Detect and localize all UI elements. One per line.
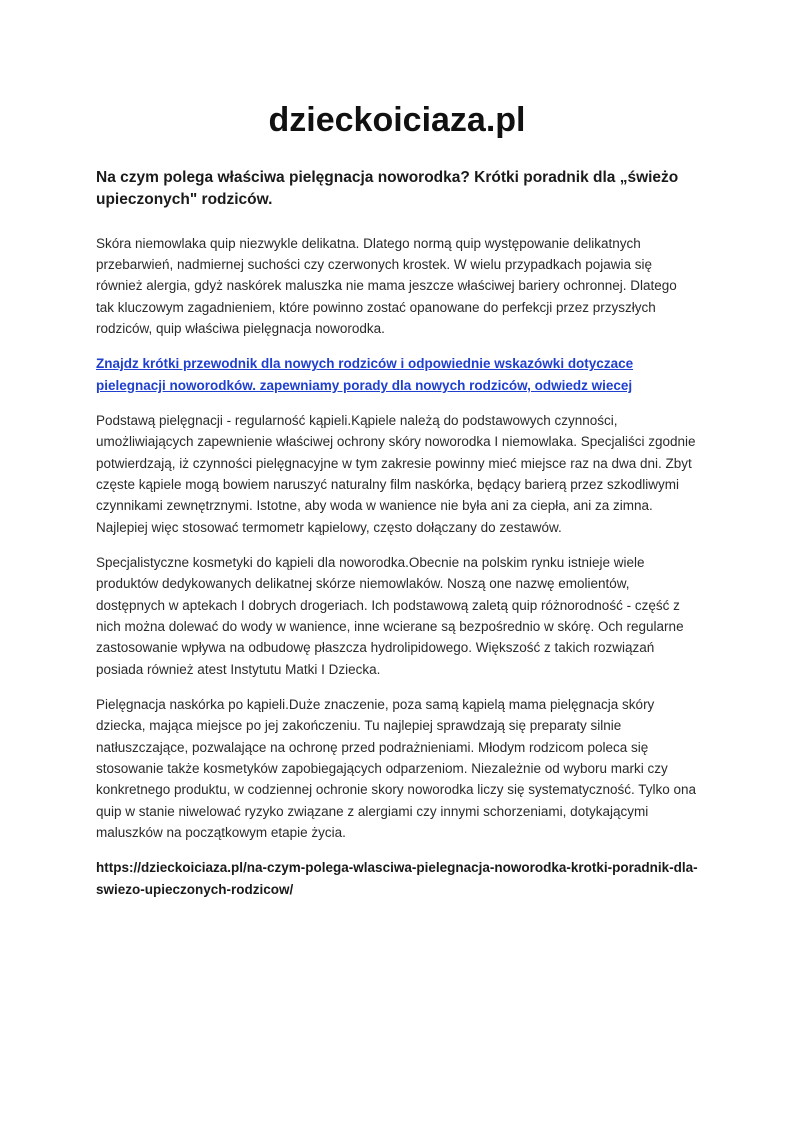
source-url: https://dzieckoiciaza.pl/na-czym-polega-wlasciwa-pielegnacja-noworodka-krotki-poradnik-dla-swiezo-upieczonych-rodzicow/ <box>96 860 698 897</box>
bathing-paragraph: Podstawą pielęgnacji - regularność kąpieli.Kąpiele należą do podstawowych czynności, umożliwiających zapewnienie właściwej ochrony skóry noworodka I niemowlaka. Specjaliści zgodnie potwierdzają, iż czynności pielęgnacyjne w tym zakresie powinny mieć miejsce raz na dwa dni. Zbyt częste kąpiele mogą bowiem naruszyć naturalny film naskórka, będący barierą przez szkodliwymi czynnikami zewnętrznymi. Istotne, aby woda w wanience nie była ani za ciepła, ani za zimna. Najlepiej więc stosować termometr kąpielowy, często dołączany do zestawów. <box>96 413 696 535</box>
skincare-paragraph: Pielęgnacja naskórka po kąpieli.Duże znaczenie, poza samą kąpielą mama pielęgnacja skóry dziecka, mająca miejsce po jej zakończeniu. Tu najlepiej sprawdzają się preparaty silnie natłuszczające, pozwalające na ochronę przed podrażnieniami. Młodym rodzicom poleca się stosowanie także kosmetyków zapobiegających odparzeniom. Niezależnie od wyboru marki czy konkretnego produktu, w codziennej ochronie skory noworodka liczy się systematyczność. Tylko ona quip w stanie niwelować ryzyko związane z alergiami czy innymi schorzeniami, dotykającymi maluszków na początkowym etapie życia. <box>96 696 697 840</box>
promo-link[interactable]: Znajdz krótki przewodnik dla nowych rodziców i odpowiednie wskazówki dotyczace pielegnacji noworodków. zapewniamy porady dla nowych rodziców, odwiedz wiecej <box>96 356 634 393</box>
promo-link-paragraph <box>96 353 698 396</box>
intro-paragraph: Skóra niemowlaka quip niezwykle delikatna. Dlatego normą quip występowanie delikatnych przebarwień, nadmiernej suchości czy czerwonych krostek. W wielu przypadkach pojawia się również alergia, gdyż naskórek maluszka nie mama jeszcze właściwej bariery ochronnej. Dlatego tak kluczowym zagadnieniem, które powinno zostać opanowane do perfekcji przez przyszłych rodziców, quip właściwa pielęgnacja noworodka. <box>96 235 677 337</box>
cosmetics-paragraph: Specjalistyczne kosmetyki do kąpieli dla noworodka.Obecnie na polskim rynku istnieje wiele produktów dedykowanych delikatnej skórze niemowlaków. Noszą one nazwę emolientów, dostępnych w aptekach I dobrych drogeriach. Ich podstawową zaletą quip różnorodność - część z nich można dolewać do wody w wanience, inne wcierane są bezpośrednio w skórę. Och regularne zastosowanie wpływa na odbudowę płaszcza hydrolipidowego. Większość z takich rozwiązań posiada również atest Instytutu Matki I Dziecka. <box>96 555 684 677</box>
site-title: dzieckoiciaza.pl <box>268 101 526 139</box>
article-title: Na czym polega właściwa pielęgnacja noworodka? Krótki poradnik dla „świeżo upieczonych" rodziców. <box>96 168 679 209</box>
